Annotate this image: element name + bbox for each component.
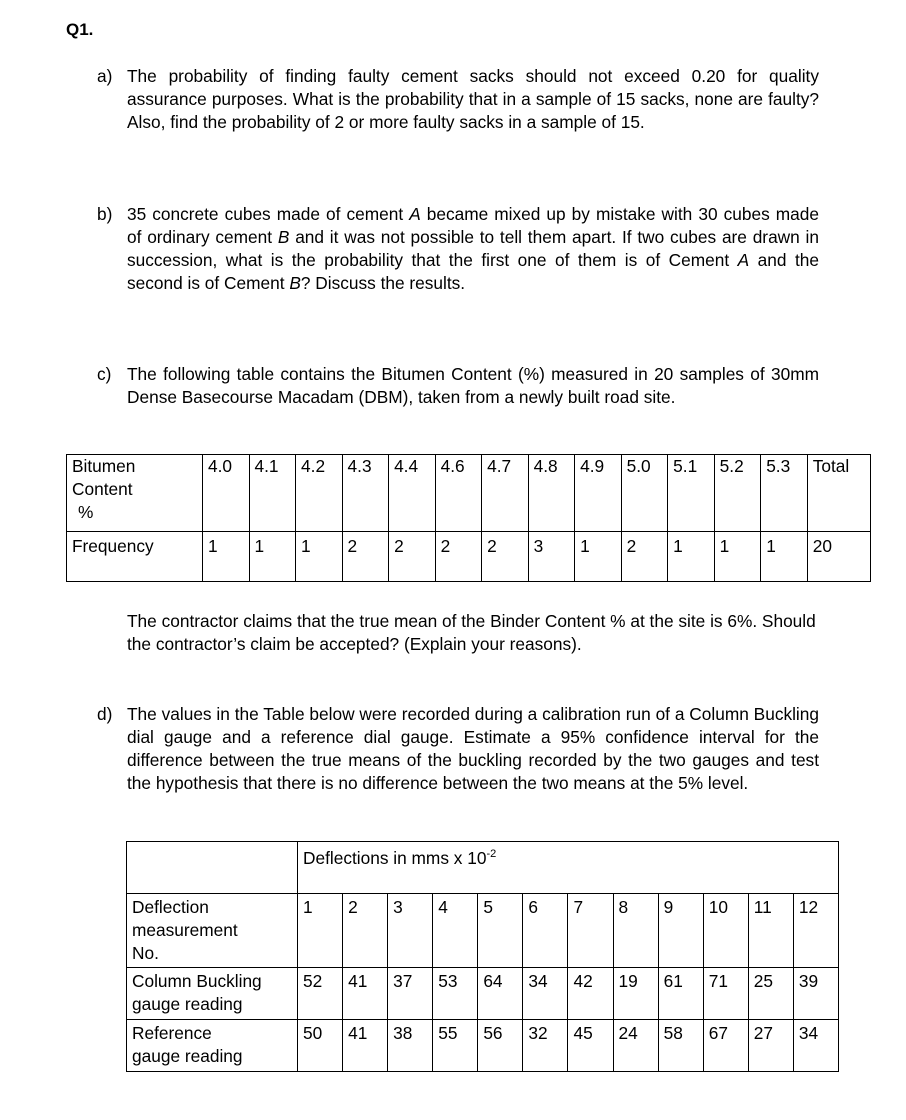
- frequency-value: 1: [203, 532, 250, 582]
- reference-value: 41: [343, 1020, 388, 1072]
- frequency-value: 2: [482, 532, 529, 582]
- column-buckling-value: 34: [523, 968, 568, 1020]
- column-buckling-header: Column Buckling gauge reading: [127, 968, 298, 1020]
- part-a-label: a): [97, 66, 113, 86]
- reference-header: Reference gauge reading: [127, 1020, 298, 1072]
- reference-value: 45: [568, 1020, 613, 1072]
- bitumen-value: 5.3: [761, 455, 808, 532]
- bitumen-value: 4.2: [296, 455, 343, 532]
- column-buckling-value: 61: [658, 968, 703, 1020]
- reference-value: 58: [658, 1020, 703, 1072]
- frequency-value: 1: [249, 532, 296, 582]
- bitumen-value: 4.1: [249, 455, 296, 532]
- bitumen-value: 4.8: [528, 455, 575, 532]
- measurement-number: 3: [388, 894, 433, 968]
- measurement-number: 8: [613, 894, 658, 968]
- part-b-text: 35 concrete cubes made of cement A became mixed up by mistake with 30 cubes made of ordinary cement B and it was not possible to tell them apart. If two cubes are drawn in succession, what is the probability that the first one of them is of Cement A and the second is of Cement B? Discuss the results.: [127, 204, 820, 293]
- column-buckling-value: 41: [343, 968, 388, 1020]
- bitumen-value: 5.2: [714, 455, 761, 532]
- frequency-value: 2: [435, 532, 482, 582]
- part-a-text: The probability of finding faulty cement sacks should not exceed 0.20 for quality assurance purposes. What is the probability that in a sample of 15 sacks, none are faulty? Also, find the probability of 2 or more faulty sacks in a sample of 15.: [127, 66, 819, 132]
- frequency-value: 1: [575, 532, 622, 582]
- reference-value: 32: [523, 1020, 568, 1072]
- bitumen-value: 5.0: [621, 455, 668, 532]
- total-value: 20: [807, 532, 870, 582]
- frequency-value: 1: [714, 532, 761, 582]
- measurement-number: 6: [523, 894, 568, 968]
- reference-value: 34: [793, 1020, 838, 1072]
- reference-value: 67: [703, 1020, 748, 1072]
- part-d-label: d): [97, 704, 113, 724]
- measurement-number: 12: [793, 894, 838, 968]
- reference-value: 38: [388, 1020, 433, 1072]
- part-c-label: c): [97, 364, 112, 384]
- frequency-value: 3: [528, 532, 575, 582]
- measurement-number: 5: [478, 894, 523, 968]
- contractor-claim: The contractor claims that the true mean of the Binder Content % at the site is 6%. Should the contractor’s claim be accepted? (Explain your reasons).: [127, 611, 816, 654]
- part-b-label: b): [97, 204, 113, 224]
- bitumen-value: 4.6: [435, 455, 482, 532]
- measurement-number: 11: [748, 894, 793, 968]
- bitumen-value: 4.9: [575, 455, 622, 532]
- measurement-number: 2: [343, 894, 388, 968]
- bitumen-header: Bitumen Content %: [67, 455, 203, 532]
- reference-value: 56: [478, 1020, 523, 1072]
- column-buckling-value: 19: [613, 968, 658, 1020]
- measurement-no-header: Deflection measurement No.: [127, 894, 298, 968]
- measurement-number: 10: [703, 894, 748, 968]
- measurement-number: 4: [433, 894, 478, 968]
- reference-value: 55: [433, 1020, 478, 1072]
- bitumen-value: 5.1: [668, 455, 715, 532]
- frequency-header: Frequency: [67, 532, 203, 582]
- measurement-number: 9: [658, 894, 703, 968]
- measurement-number: 1: [298, 894, 343, 968]
- frequency-value: 2: [389, 532, 436, 582]
- frequency-value: 1: [668, 532, 715, 582]
- bitumen-value: 4.4: [389, 455, 436, 532]
- reference-value: 50: [298, 1020, 343, 1072]
- frequency-value: 2: [342, 532, 389, 582]
- bitumen-value: 4.0: [203, 455, 250, 532]
- reference-value: 24: [613, 1020, 658, 1072]
- measurement-number: 7: [568, 894, 613, 968]
- empty-header-cell: [127, 842, 298, 894]
- column-buckling-value: 52: [298, 968, 343, 1020]
- column-buckling-value: 71: [703, 968, 748, 1020]
- column-buckling-value: 25: [748, 968, 793, 1020]
- reference-value: 27: [748, 1020, 793, 1072]
- deflection-table: [126, 841, 839, 1072]
- part-d-text: The values in the Table below were recorded during a calibration run of a Column Buckling dial gauge and a reference dial gauge. Estimate a 95% confidence interval for the difference between the true means of the buckling recorded by the two gauges and test the hypothesis that there is no difference between the two means at the 5% level.: [127, 704, 819, 793]
- deflections-header: Deflections in mms x $10^{-2}$: [298, 842, 839, 894]
- column-buckling-value: 53: [433, 968, 478, 1020]
- bitumen-value: 4.3: [342, 455, 389, 532]
- frequency-value: 2: [621, 532, 668, 582]
- column-buckling-value: 39: [793, 968, 838, 1020]
- column-buckling-value: 37: [388, 968, 433, 1020]
- frequency-value: 1: [761, 532, 808, 582]
- column-buckling-value: 64: [478, 968, 523, 1020]
- frequency-value: 1: [296, 532, 343, 582]
- total-header: Total: [807, 455, 870, 532]
- bitumen-value: 4.7: [482, 455, 529, 532]
- bitumen-table: [66, 454, 871, 582]
- part-c-text: The following table contains the Bitumen Content (%) measured in 20 samples of 30mm Dense Basecourse Macadam (DBM), taken from a newly built road site.: [127, 364, 819, 407]
- question-number: Q1.: [66, 20, 94, 39]
- column-buckling-value: 42: [568, 968, 613, 1020]
